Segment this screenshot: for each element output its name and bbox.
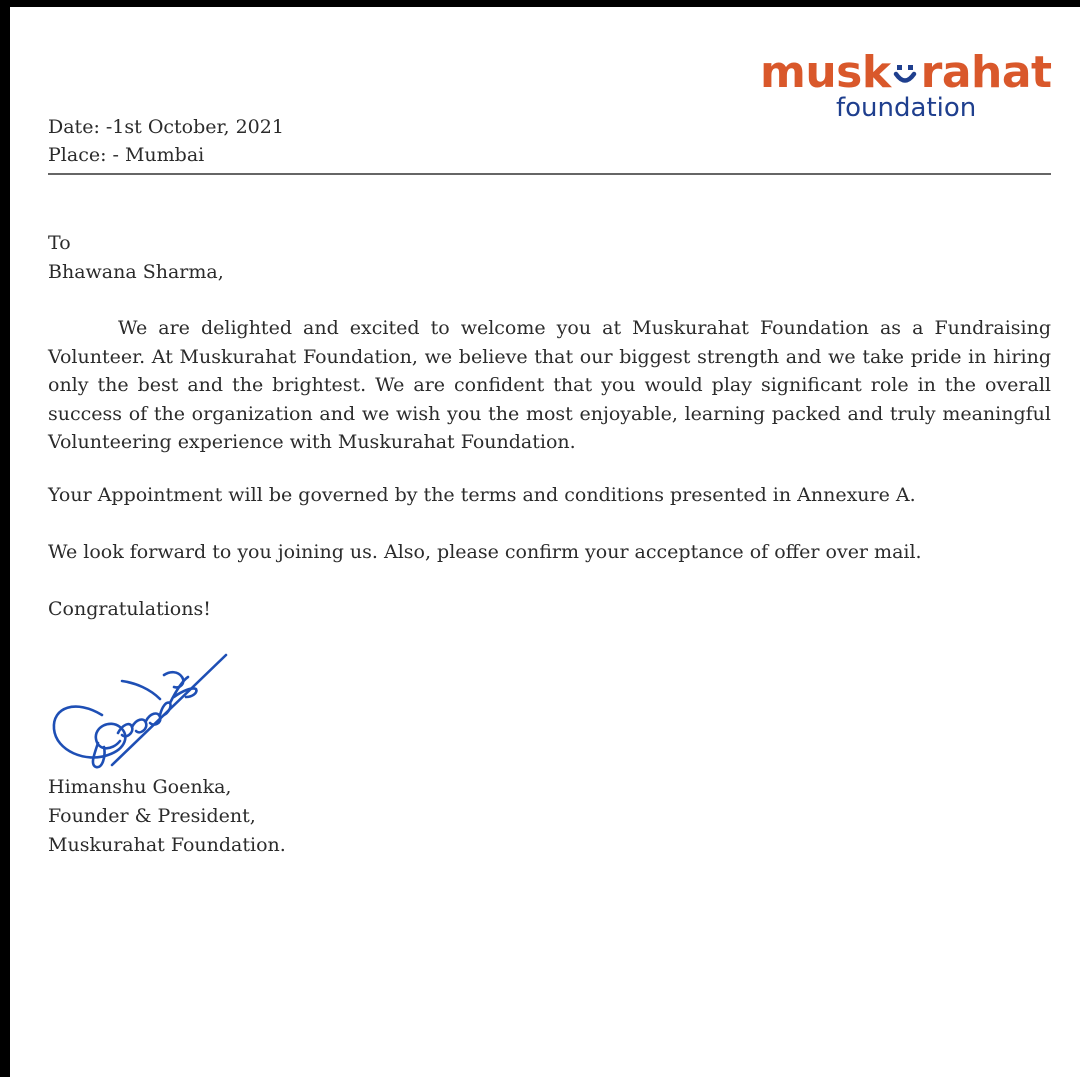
recipient-to: To <box>48 232 71 254</box>
congratulations-text: Congratulations! <box>48 598 211 620</box>
logo-brand-prefix: musk <box>760 47 891 98</box>
signatory-block <box>48 773 286 860</box>
logo-subtitle: foundation <box>836 93 977 123</box>
letter-place: Place: - Mumbai <box>48 144 205 166</box>
confirm-paragraph: We look forward to you joining us. Also, please confirm your acceptance of offer over mail. <box>48 541 922 563</box>
recipient-name: Bhawana Sharma, <box>48 261 224 283</box>
smile-icon <box>893 59 919 87</box>
welcome-paragraph: We are delighted and excited to welcome you at Muskurahat Foundation as a Fundraising Volunteer. At Muskurahat Foundation, we believe that our biggest strength and we take pride in hiring only the best and the brightest. We are confident that you would play significant role in the overall success of the organization and we wish you the most enjoyable, learning packed and truly meaningful Volunteering experience with Muskurahat Foundation. <box>48 317 1051 453</box>
signatory-org: Muskurahat Foundation. <box>48 834 286 856</box>
letter-date: Date: -1st October, 2021 <box>48 116 284 138</box>
signatory-name: Himanshu Goenka, <box>48 776 232 798</box>
terms-paragraph: Your Appointment will be governed by the terms and conditions presented in Annexure A. <box>48 484 916 506</box>
recipient-block <box>48 229 224 287</box>
logo-brand-suffix: rahat <box>920 47 1052 98</box>
header-divider <box>48 173 1051 175</box>
muskurahat-logo <box>760 47 1080 137</box>
signatory-title: Founder & President, <box>48 805 256 827</box>
letter-meta <box>48 113 284 169</box>
letter-page <box>10 7 1080 1077</box>
logo-wordmark <box>760 47 1052 98</box>
handwritten-signature-icon <box>46 647 236 777</box>
